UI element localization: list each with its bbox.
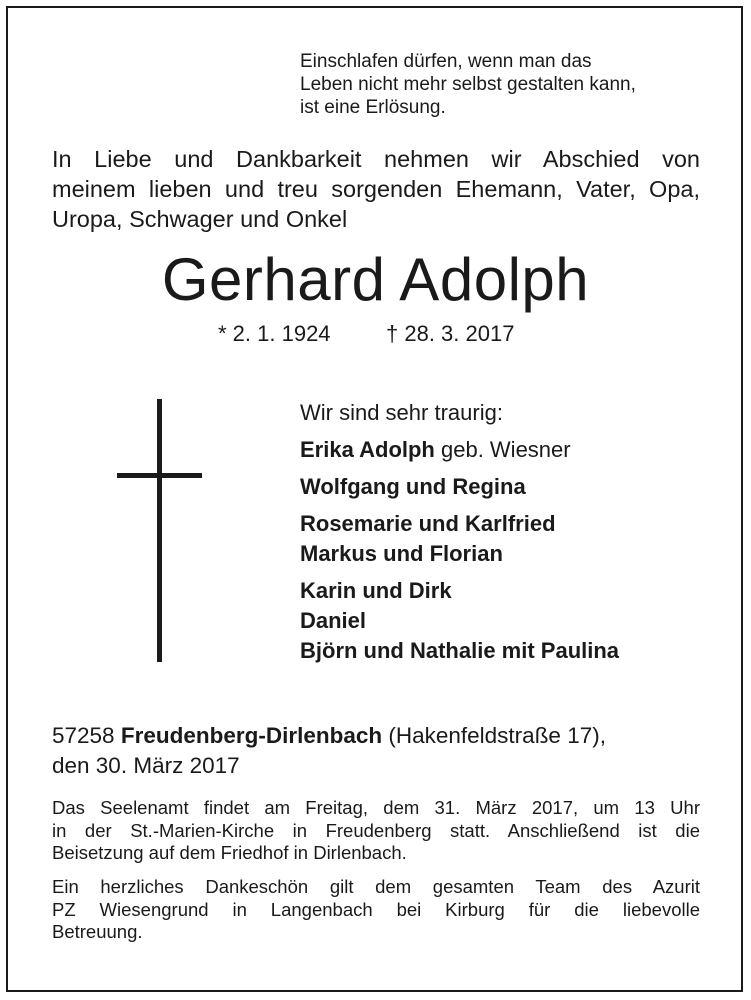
town: Freudenberg-Dirlenbach [120,723,383,748]
postcode: 57258 [52,723,121,748]
thanks-line: Ein herzliches Dankeschön gilt dem gesamten Team des Azurit [52,876,700,897]
intro-text [52,144,700,234]
mourner-family: Markus und Florian [300,541,503,566]
intro-line: Uropa, Schwager und Onkel [52,206,348,232]
mourner-lead [300,435,619,465]
intro-line: meinem lieben und treu sorgenden Ehemann, Vater, Opa, [52,176,700,202]
mourners-heading: Wir sind sehr traurig: [300,400,503,425]
thanks-note [52,876,700,944]
thanks-line: Betreuung. [52,921,143,942]
street: (Hakenfeldstraße 17), [382,723,606,748]
address-line [52,721,606,751]
service-line: in der St.-Marien-Kirche in Freudenberg statt. Anschließend ist die [52,819,700,841]
mourners-list [300,398,619,666]
mourner-family: Daniel [300,608,367,633]
deceased-name: Gerhard Adolph [161,246,590,313]
service-line: Das Seelenamt findet am Freitag, dem 31. März 2017, um 13 Uhr [52,797,700,818]
address-block [52,721,606,781]
mourner-lead-suffix: geb. Wiesner [434,437,571,462]
mourner-family: Rosemarie und Karlfried [300,511,556,536]
thanks-line: PZ Wiesengrund in Langenbach bei Kirburg für die liebevolle [52,898,700,920]
service-line: Beisetzung auf dem Friedhof in Dirlenbach. [52,842,407,863]
service-info [52,797,700,865]
poem-line: Einschlafen dürfen, wenn man das [300,51,592,72]
date-line: den 30. März 2017 [52,753,240,778]
mourner-family: Wolfgang und Regina [300,474,526,499]
birth-date: * 2. 1. 1924 [218,321,331,346]
cross-icon-bar [117,473,202,478]
mourner-family: Karin und Dirk [300,578,452,603]
cross-icon [157,399,162,662]
mourner-lead-name: Erika Adolph [300,437,435,462]
poem-line: ist eine Erlösung. [300,97,446,118]
death-date: † 28. 3. 2017 [386,321,515,346]
poem [300,50,636,119]
poem-line: Leben nicht mehr selbst gestalten kann, [300,74,636,95]
intro-line: In Liebe und Dankbarkeit nehmen wir Abschied von [52,146,700,172]
mourner-family: Björn und Nathalie mit Paulina [300,638,620,663]
